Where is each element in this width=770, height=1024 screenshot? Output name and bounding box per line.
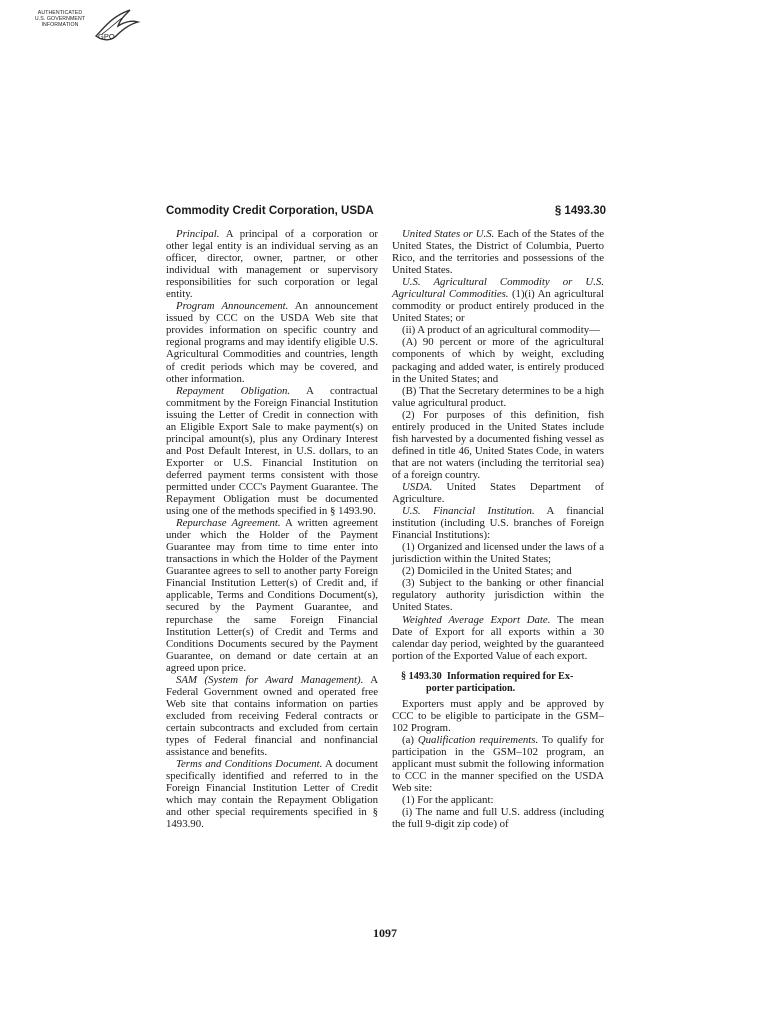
paragraph-qualification-requirements [392, 734, 604, 794]
definition-program-announcement [166, 300, 378, 384]
term: USDA. [402, 480, 433, 493]
term: Repurchase Agreement. [176, 517, 281, 530]
term: SAM (System for Award Management). [176, 673, 364, 686]
section-title-line-2: porter participation. [426, 682, 516, 694]
definition-united-states [392, 228, 604, 276]
definition-us-agricultural-commodity [392, 276, 604, 324]
definition-us-financial-institution [392, 505, 604, 541]
paragraph: Exporters must apply and be approved by CCC to be eligible to participate in the GSM–102 Program. [392, 697, 604, 734]
term: Terms and Conditions Document. [176, 758, 323, 771]
left-column [166, 228, 378, 830]
definition-usda [392, 481, 604, 505]
definition-text: United States Department of Agriculture. [392, 480, 604, 506]
paragraph: (i) The name and full U.S. address (including the full 9-digit zip code) of [392, 806, 604, 831]
definition-text: A Federal Government owned and operated free Web site that contains information on parties excluded from receiving Federal contracts or certain subcontracts and excluded from certain types of Federal financial and nonfinancial assistance and benefits. [166, 673, 379, 759]
term: Qualification requirements. [417, 733, 539, 746]
running-head [166, 205, 606, 221]
gpo-badge-line-3: INFORMATION [41, 22, 79, 28]
paragraph: (1) Organized and licensed under the laws of a jurisdiction within the United States; [392, 541, 604, 566]
term: United States or U.S. [402, 228, 495, 240]
paragraph: (B) That the Secretary determines to be a high value agricultural product. [392, 384, 604, 409]
paragraph: (1) For the applicant: [402, 794, 494, 807]
definition-repurchase-agreement [166, 517, 378, 674]
paragraph-text: To qualify for participation in the GSM–102 program, an applicant must submit the following information to CCC in the manner specified on the USDA Web site: [392, 733, 604, 795]
definition-text: A document specifically identified and referred to in the Foreign Financial Institution Letter of Credit which may contain the Repayment Obligation and other special requirements specified in § 1493.90. [166, 758, 378, 831]
definition-principal [166, 228, 378, 300]
section-title-line-1: Information required for Ex- [446, 670, 574, 682]
running-head-section: § 1493.30 [554, 205, 606, 217]
definition-text: An announcement issued by CCC on the USDA Web site that provides information on specific country and regional programs and may identify eligible U.S. Agricultural Commodities and countries, length of credit periods which may be covered, and other information. [166, 300, 378, 385]
term: Weighted Average Export Date. [402, 613, 551, 626]
section-number: § 1493.30 [401, 670, 442, 682]
gpo-authentication-logo [30, 6, 142, 48]
running-head-title: Commodity Credit Corporation, USDA [166, 205, 374, 217]
gpo-badge-line-2: U.S. GOVERNMENT [34, 16, 86, 22]
paragraph-lead: (a) [402, 733, 418, 746]
paragraph: (ii) A product of an agricultural commodity— [402, 324, 600, 337]
paragraph: (2) Domiciled in the United States; and [402, 565, 572, 578]
right-column [392, 228, 604, 830]
term: U.S. Agricultural Commodity or U.S. Agricultural Commodities. [392, 276, 604, 301]
section-heading [392, 671, 604, 695]
definition-text: Each of the States of the United States, the District of Columbia, Puerto Rico, and the territories and possessions of the United States. [392, 228, 605, 277]
paragraph: (2) For purposes of this definition, fish entirely produced in the United States include fish harvested by a documented fishing vessel as defined in title 46, United States Code, in waters that are not waters (including the territorial sea) of a foreign country. [392, 408, 604, 481]
definition-repayment-obligation [166, 385, 378, 518]
gpo-badge-line-1: AUTHENTICATED [37, 10, 83, 16]
paragraph: (3) Subject to the banking or other financial regulatory authority jurisdiction within the United States. [392, 577, 604, 614]
term: Program Announcement. [176, 300, 289, 313]
definition-text: A financial institution (including U.S. branches of Foreign Financial Institutions): [392, 505, 604, 542]
gpo-badge-text [30, 10, 90, 28]
paragraph: (A) 90 percent or more of the agricultural components of which by weight, excluding packaging and added water, is entirely produced in the United States; and [392, 336, 604, 385]
definition-text: (1)(i) An agricultural commodity or product entirely produced in the United States; or [392, 288, 604, 325]
term: U.S. Financial Institution. [402, 505, 535, 518]
definition-text: The mean Date of Export for all exports within a 30 calendar day period, weighted by the guaranteed portion of the Exported Value of each export. [392, 613, 604, 662]
definition-weighted-average-export-date [392, 614, 604, 662]
definition-text: A written agreement under which the Holder of the Payment Guarantee may from time to time enter into transactions in which the Holder of the Payment Guarantee agrees to sell to another party Foreign Financial Institution Letter(s) of Credit and, if applicable, Terms and Conditions Document(s), secured by the Payment Guarantee, and repurchase the same Foreign Financial Institution Letter(s) of Credit and Terms and Conditions Documents secured by the Payment Guarantee, on demand or date certain at an agreed upon price. [166, 517, 378, 674]
definition-sam [166, 674, 378, 758]
page-number: 1097 [373, 926, 397, 940]
definition-text: A principal of a corporation or other legal entity is an individual serving as an officer, director, owner, partner, or other individual with management or supervisory responsibilities for such corporation or legal entity. [166, 228, 378, 301]
term: Repayment Obligation. [176, 384, 291, 397]
gpo-mark: GPO [98, 32, 115, 41]
term: Principal. [176, 228, 220, 240]
definition-terms-and-conditions-document [166, 758, 378, 830]
definition-text: A contractual commitment by the Foreign Financial Institution issuing the Letter of Credit in connection with an Eligible Export Sale to make payment(s) on principal amount(s), plus any Ordinary Interest and Post Default Interest, in U.S. dollars, to an Exporter or U.S. Financial Institution on deferred payment terms consistent with those permitted under CCC's Payment Guarantee. The Repayment Obligation must be documented using one of the methods specified in § 1493.90. [166, 384, 378, 518]
